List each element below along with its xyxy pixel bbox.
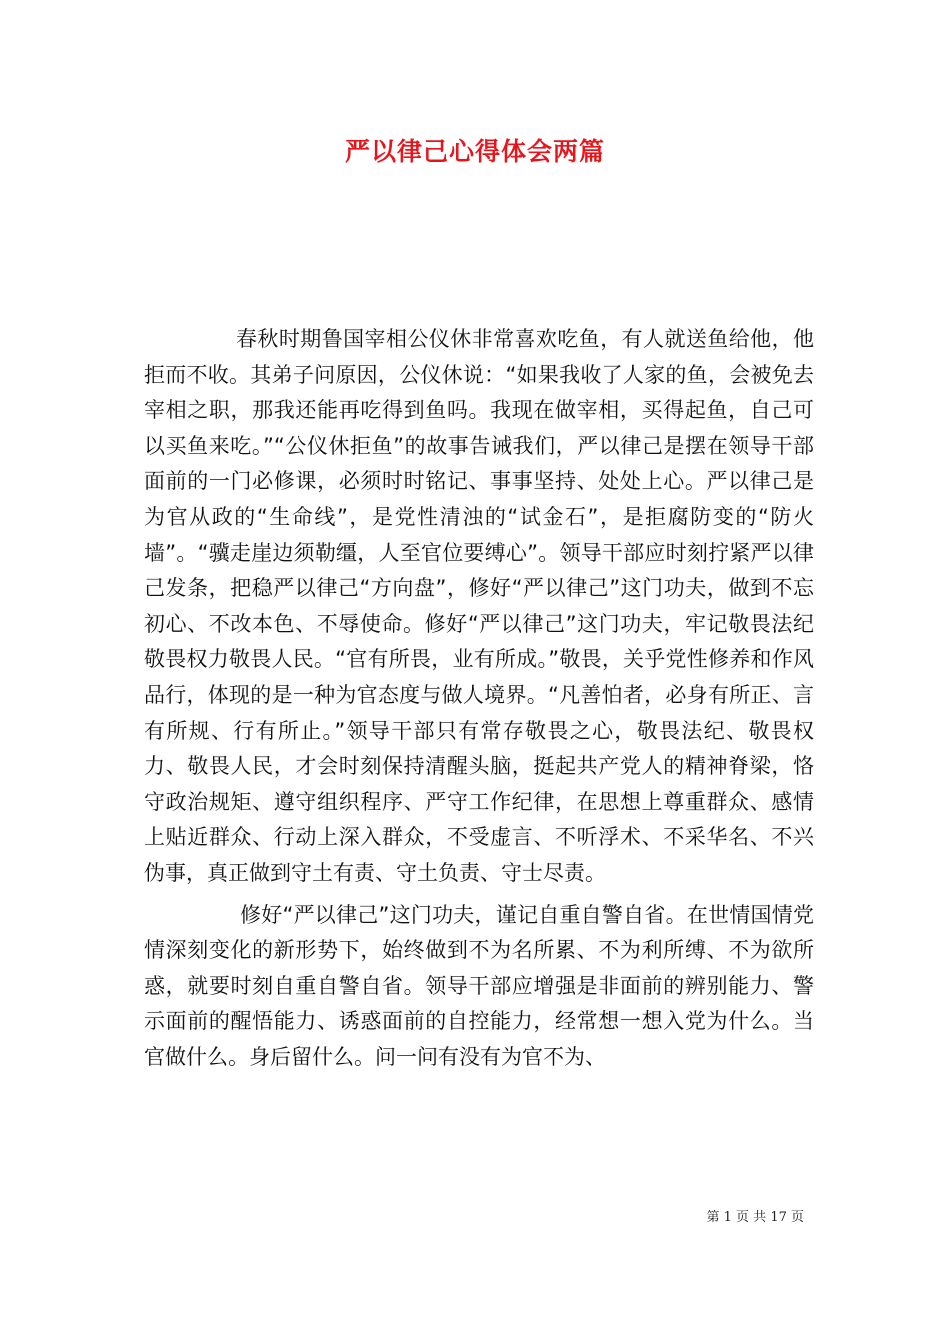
paragraph: 修好“严以律己”这门功夫，谨记自重自警自省。在世情国情党情深刻变化的新形势下，始终做到不为名所累、不为利所缚、不为欲所惑，就要时刻自重自警自省。领导干部应增强是非面前的辨别能力、警示面前的醒悟能力、诱惑面前的自控能力，经常想一想入党为什么。当官做什么。身后留什么。问一问有没有为官不为、	[144, 902, 814, 1069]
page-number: 第 1 页 共 17 页	[706, 1210, 804, 1225]
document-title: 严以律己心得体会两篇	[344, 137, 605, 166]
paragraph: 春秋时期鲁国宰相公仪休非常喜欢吃鱼，有人就送鱼给他，他拒而不收。其弟子问原因，公仪休说：“如果我收了人家的鱼，会被免去宰相之职，那我还能再吃得到鱼吗。我现在做宰相，买得起鱼，自己可以买鱼来吃。”“公仪休拒鱼”的故事告诫我们，严以律己是摆在领导干部面前的一门必修课，必须时时铭记、事事坚持、处处上心。严以律己是为官从政的“生命线”，是党性清浊的“试金石”，是拒腐防变的“防火墙”。“骥走崖边须勒缰，人至官位要缚心”。领导干部应时刻拧紧严以律己发条，把稳严以律己“方向盘”，修好“严以律己”这门功夫，做到不忘初心、不改本色、不辱使命。修好“严以律己”这门功夫，牢记敬畏法纪敬畏权力敬畏人民。“官有所畏，业有所成。”敬畏，关乎党性修养和作风品行，体现的是一种为官态度与做人境界。“凡善怕者，必身有所正、言有所规、行有所止。”领导干部只有常存敬畏之心，敬畏法纪、敬畏权力、敬畏人民，才会时刻保持清醒头脑，挺起共产党人的精神脊梁，恪守政治规矩、遵守组织程序、严守工作纪律，在思想上尊重群众、感情上贴近群众、行动上深入群众，不受虚言、不听浮术、不采华名、不兴伪事，真正做到守土有责、守土负责、守士尽责。	[144, 327, 814, 885]
document-body	[144, 322, 814, 1081]
